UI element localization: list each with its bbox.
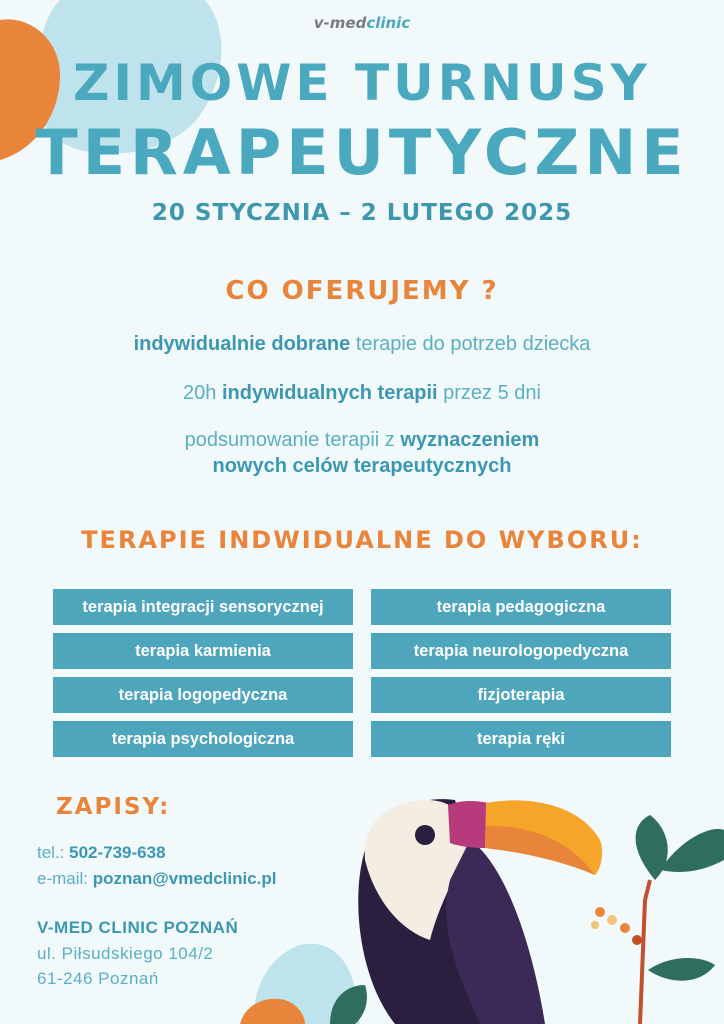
brand-logo-part2: clinic — [366, 14, 411, 32]
title-line-2: TERAPEUTYCZNE — [35, 116, 689, 189]
berry — [591, 921, 599, 929]
therapies-heading: TERAPIE INDWIDUALNE DO WYBORU: — [81, 526, 643, 554]
offer-1-rest: terapie do potrzeb dziecka — [350, 333, 591, 355]
berry — [607, 915, 617, 925]
clinic-name: V-MED CLINIC POZNAŃ — [37, 918, 239, 937]
offer-2-bold: indywidualnych terapii — [221, 382, 438, 404]
berry — [632, 935, 642, 945]
signup-heading: ZAPISY: — [56, 794, 171, 820]
toucan-eye — [415, 825, 435, 845]
offer-1-bold: indywidualnie dobrane — [133, 333, 351, 355]
therapy-item: terapia karmienia — [53, 633, 353, 669]
offer-3-bold-1: wyznaczeniem — [400, 429, 540, 451]
therapy-item: terapia logopedyczna — [53, 677, 353, 713]
therapy-item: terapia integracji sensorycznej — [53, 589, 353, 625]
offer-heading: CO OFERUJEMY ? — [225, 276, 499, 306]
leaf-4 — [330, 985, 367, 1024]
offer-3-bold-2: nowych celów terapeutycznych — [212, 455, 512, 477]
therapy-item: fizjoterapia — [371, 677, 671, 713]
date-range: 20 STYCZNIA – 2 LUTEGO 2025 — [151, 200, 573, 226]
leaf-2 — [660, 829, 724, 872]
title-line-1: ZIMOWE TURNUSY — [73, 54, 651, 112]
address-city: 61-246 Poznań — [37, 969, 159, 988]
offer-3-pre: podsumowanie terapii z — [184, 429, 401, 451]
phone-number[interactable]: 502-739-638 — [69, 843, 166, 862]
therapy-item: terapia psychologiczna — [53, 721, 353, 757]
branch — [640, 880, 650, 1024]
phone-label: tel.: — [37, 843, 70, 862]
email-address[interactable]: poznan@vmedclinic.pl — [92, 869, 277, 888]
email-label: e-mail: — [37, 869, 93, 888]
offer-2-rest: przez 5 dni — [437, 382, 541, 404]
leaf-3 — [648, 958, 715, 981]
berry — [595, 907, 605, 917]
offer-2-pre: 20h — [183, 382, 222, 404]
therapy-item: terapia pedagogiczna — [371, 589, 671, 625]
therapy-item: terapia ręki — [371, 721, 671, 757]
address-street: ul. Piłsudskiego 104/2 — [37, 944, 214, 963]
berry — [620, 923, 630, 933]
toucan-beak-base — [448, 801, 488, 848]
brand-logo-part1: v-med — [313, 14, 367, 32]
therapy-item: terapia neurologopedyczna — [371, 633, 671, 669]
